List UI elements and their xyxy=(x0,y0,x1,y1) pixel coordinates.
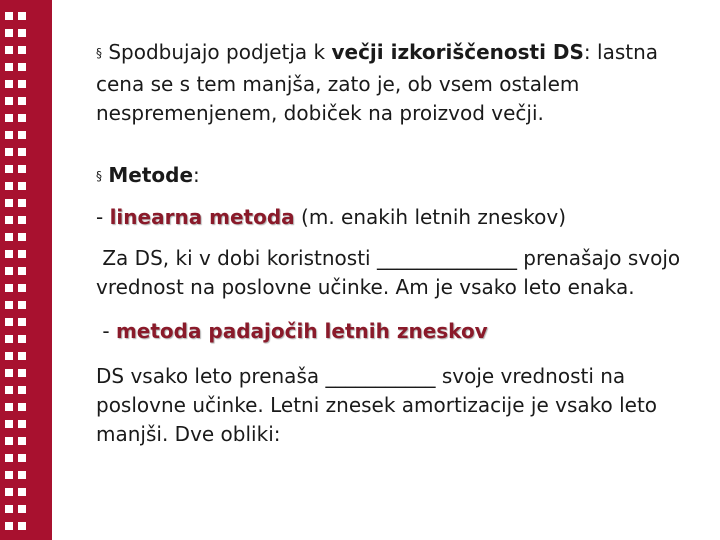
sidebar-square xyxy=(18,420,26,428)
para1-text-a: Spodbujajo podjetja k xyxy=(108,40,332,64)
sidebar-square xyxy=(18,114,26,122)
sidebar-square xyxy=(18,369,26,377)
sidebar-square xyxy=(5,522,13,530)
sidebar-square xyxy=(5,182,13,190)
sidebar-square xyxy=(5,505,13,513)
bullet-icon: § xyxy=(96,46,102,60)
sidebar-square xyxy=(18,318,26,326)
sidebar-square xyxy=(5,250,13,258)
sidebar-square xyxy=(18,182,26,190)
sidebar-square xyxy=(18,301,26,309)
paragraph-linear-body xyxy=(96,244,696,302)
sidebar-square xyxy=(18,165,26,173)
sidebar-square xyxy=(18,267,26,275)
sidebar-square xyxy=(18,403,26,411)
sidebar-square xyxy=(5,386,13,394)
linear-body-text: Za DS, ki v dobi koristnosti ______________ prenašajo svojo vrednost na poslovne učinke. Am je vsako leto enaka. xyxy=(96,246,687,299)
sidebar-square xyxy=(18,284,26,292)
sidebar-square xyxy=(5,97,13,105)
sidebar-square xyxy=(5,488,13,496)
methods-heading: Metode xyxy=(108,163,194,187)
sidebar-square xyxy=(18,29,26,37)
dash: - xyxy=(96,205,110,229)
sidebar-square xyxy=(5,318,13,326)
sidebar-square xyxy=(5,46,13,54)
methods-colon: : xyxy=(193,163,200,187)
sidebar-square xyxy=(5,335,13,343)
sidebar-square xyxy=(18,233,26,241)
sidebar-square xyxy=(5,301,13,309)
decorative-sidebar xyxy=(0,0,52,540)
para1-text-b: : lastna cena se s tem manjša, zato je, ob vsem ostalem nespremenjenem, dobiček na proizvod večji. xyxy=(96,40,665,125)
sidebar-square xyxy=(18,505,26,513)
sidebar-square xyxy=(18,12,26,20)
sidebar-square xyxy=(5,80,13,88)
sidebar-square xyxy=(5,284,13,292)
sidebar-square xyxy=(18,471,26,479)
sidebar-square xyxy=(5,420,13,428)
sidebar-square xyxy=(5,403,13,411)
sidebar-square xyxy=(5,216,13,224)
sidebar-square xyxy=(5,148,13,156)
para1-bold: večji izkoriščenosti DS xyxy=(331,40,584,64)
dash: - xyxy=(96,319,116,343)
sidebar-square xyxy=(5,199,13,207)
declining-body-text: DS vsako leto prenaša ___________ svoje vrednosti na poslovne učinke. Letni znesek amortizacije je vsako leto manjši. Dve obliki: xyxy=(96,364,664,446)
sidebar-square xyxy=(18,63,26,71)
sidebar-square xyxy=(5,369,13,377)
paragraph-benefit xyxy=(96,38,696,128)
sidebar-square xyxy=(18,386,26,394)
sidebar-square xyxy=(18,352,26,360)
sidebar-square xyxy=(18,148,26,156)
sidebar-square xyxy=(18,437,26,445)
sidebar-square xyxy=(18,488,26,496)
sidebar-square xyxy=(5,471,13,479)
sidebar-square xyxy=(18,80,26,88)
sidebar-square xyxy=(5,437,13,445)
sidebar-square xyxy=(18,250,26,258)
linear-method-highlight: linearna metoda xyxy=(109,205,295,229)
declining-method-highlight: metoda padajočih letnih zneskov xyxy=(115,319,488,343)
sidebar-square xyxy=(5,165,13,173)
sidebar-square xyxy=(18,97,26,105)
sidebar-square xyxy=(5,131,13,139)
slide-content xyxy=(96,38,696,449)
linear-method-desc: (m. enakih letnih zneskov) xyxy=(294,205,567,229)
sidebar-square xyxy=(5,12,13,20)
sidebar-square xyxy=(18,216,26,224)
sidebar-square xyxy=(18,454,26,462)
sidebar-square xyxy=(5,233,13,241)
paragraph-declining-body xyxy=(96,362,696,449)
sidebar-square xyxy=(18,131,26,139)
paragraph-linear xyxy=(96,203,696,232)
sidebar-square xyxy=(18,522,26,530)
sidebar-square xyxy=(5,352,13,360)
paragraph-declining xyxy=(96,317,696,346)
sidebar-square xyxy=(5,454,13,462)
sidebar-square xyxy=(5,63,13,71)
sidebar-square xyxy=(18,335,26,343)
paragraph-methods xyxy=(96,161,696,193)
sidebar-square xyxy=(18,199,26,207)
sidebar-square xyxy=(18,46,26,54)
sidebar-square xyxy=(5,29,13,37)
sidebar-square xyxy=(5,267,13,275)
sidebar-square xyxy=(5,114,13,122)
bullet-icon: § xyxy=(96,169,102,183)
